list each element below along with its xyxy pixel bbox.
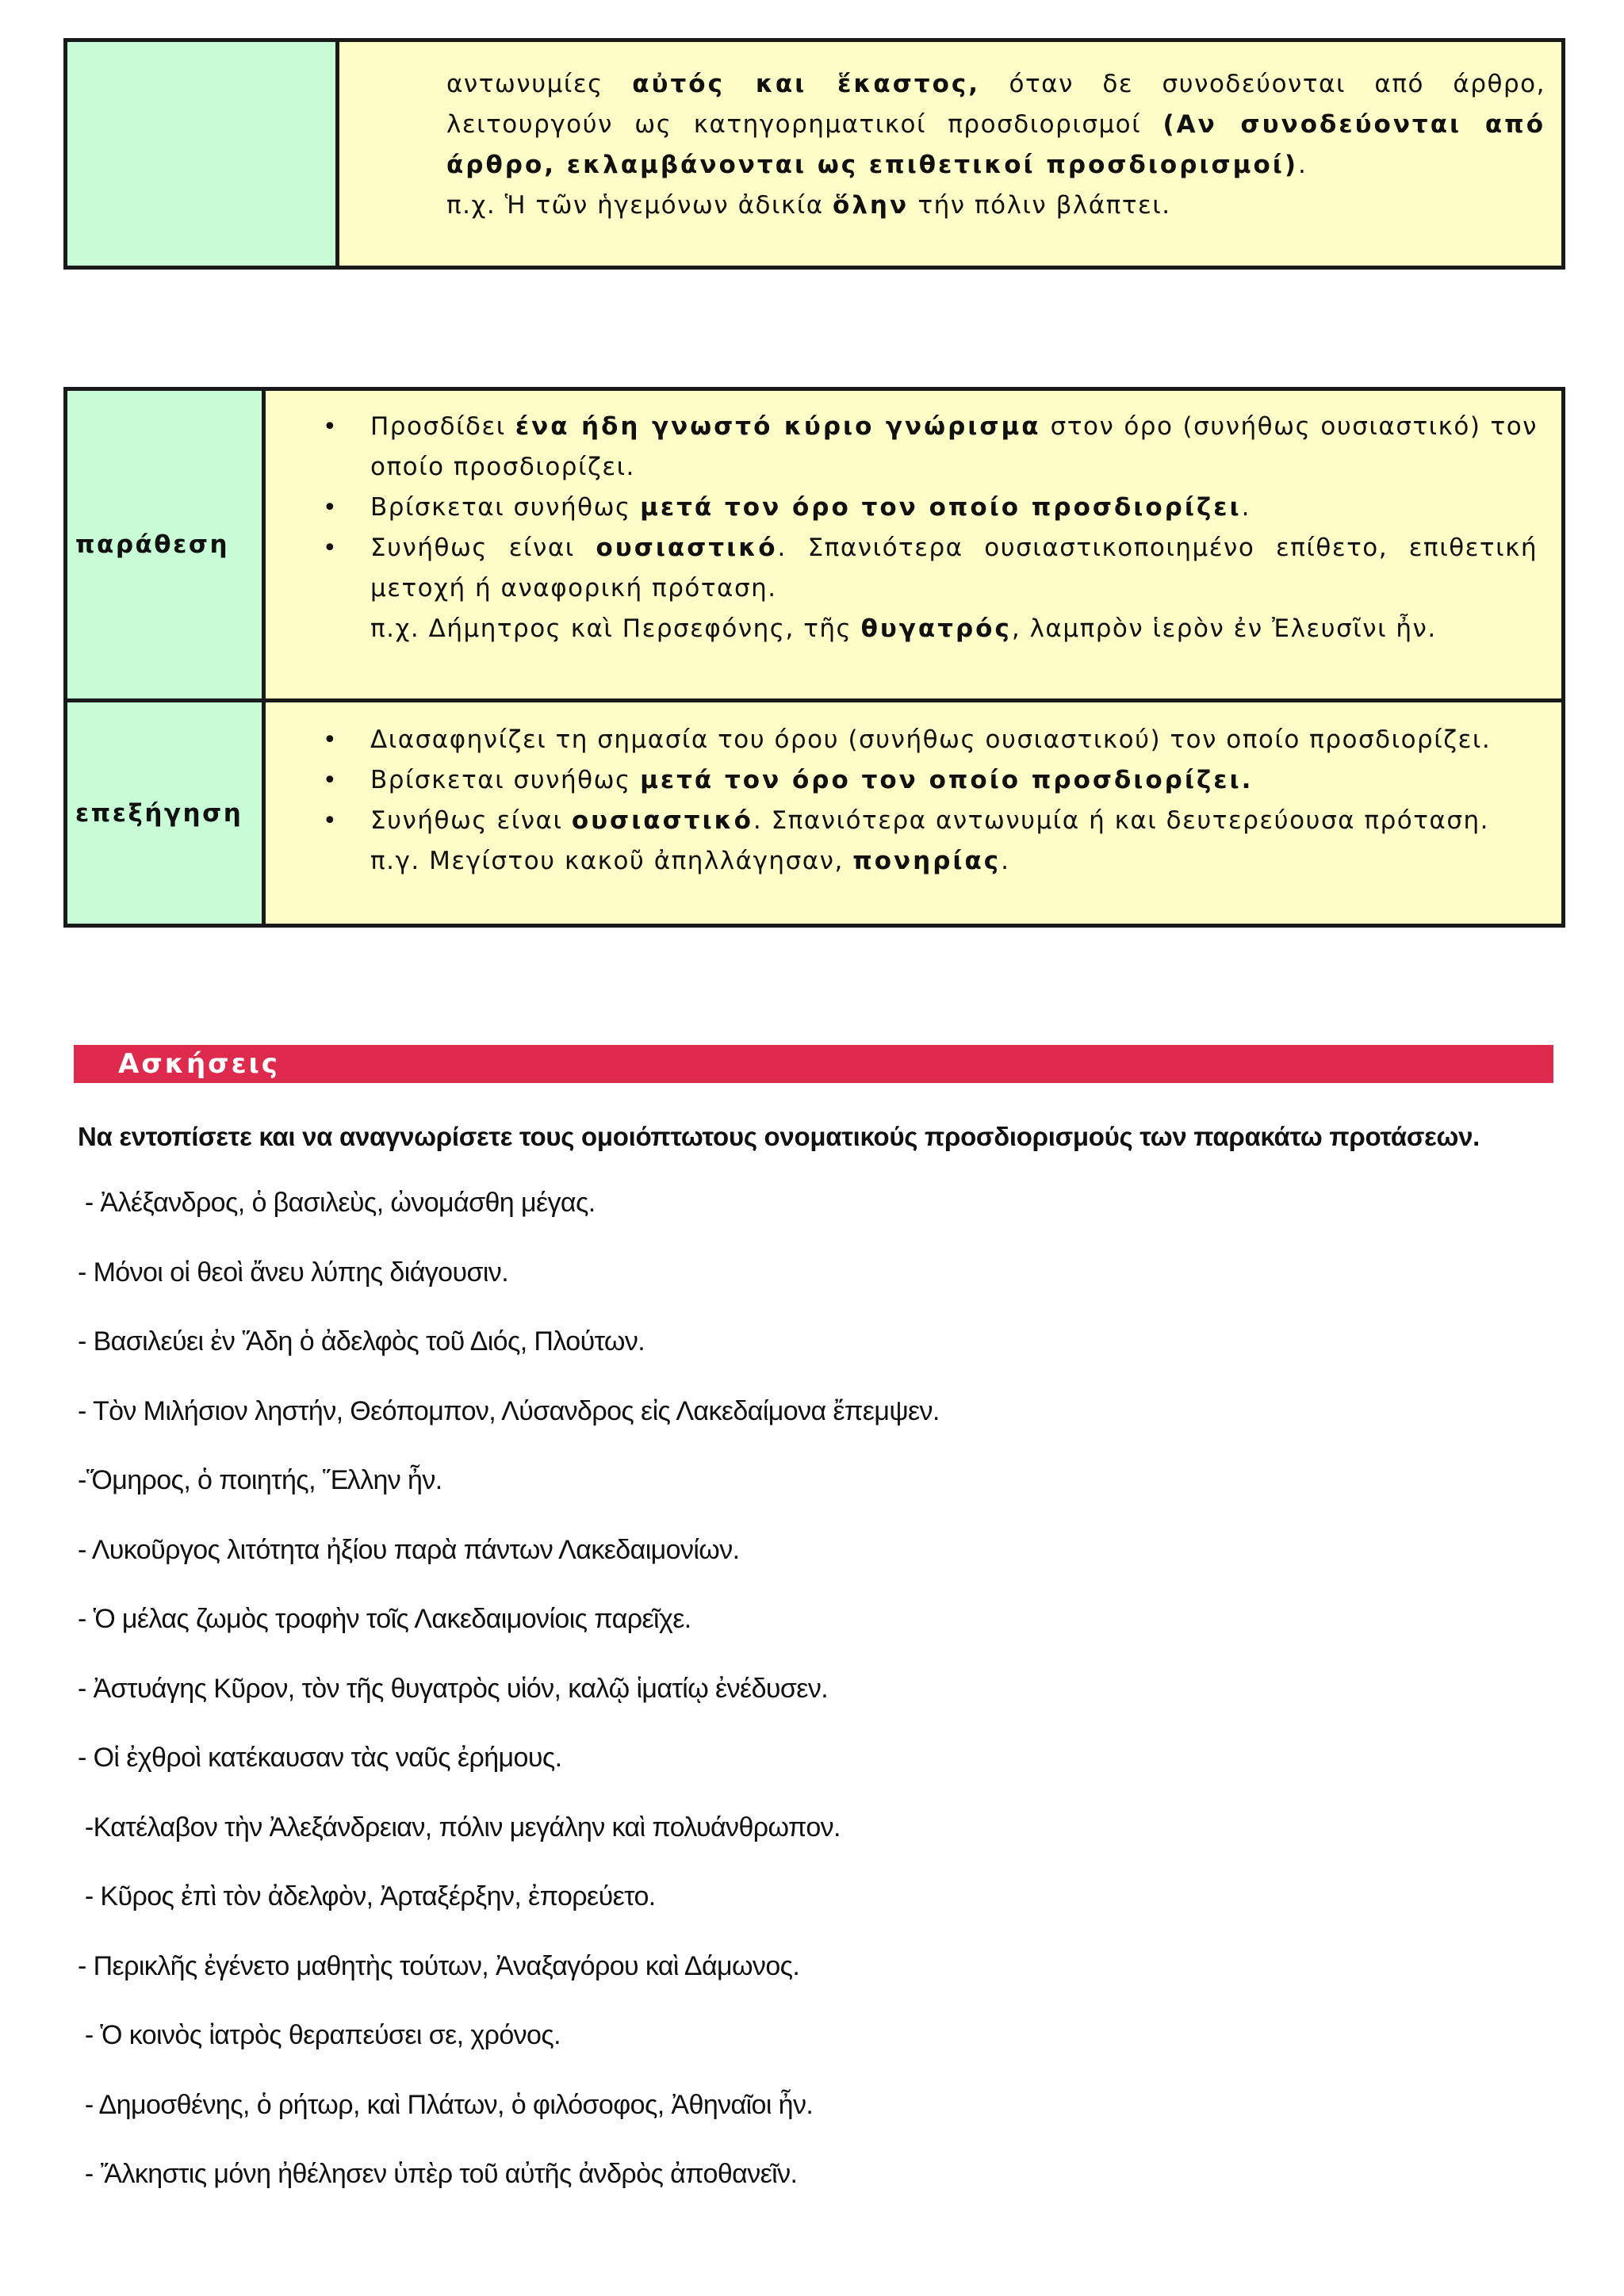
exercise-sentence: - Βασιλεύει ἐν Ἅδη ὁ ἀδελφὸς τοῦ Διός, Πλούτων. (78, 1326, 645, 1357)
explanation-label: επεξήγηση (67, 702, 266, 924)
exercise-sentence: - Τὸν Μιλήσιον ληστήν, Θεόπομπον, Λύσανδρος εἰς Λακεδαίμονα ἔπεμψεν. (78, 1395, 940, 1426)
explanation-row (67, 698, 1561, 924)
exercise-sentence: - Περικλῆς ἐγένετο μαθητὴς τούτων, Ἀναξαγόρου καὶ Δάμωνος. (78, 1950, 800, 1981)
empty-label-cell (67, 42, 339, 266)
example-line: π.χ. Ἡ τῶν ἡγεμόνων ἀδικία ὅλην τήν πόλιν βλάπτει. (446, 191, 1171, 220)
exercise-sentence: -Ὅμηρος, ὁ ποιητής, Ἕλλην ἦν. (78, 1465, 442, 1495)
pronoun-rule-paragraph: αντωνυμίες αὐτός και ἕκαστος, όταν δε συνοδεύονται από άρθρο, λειτουργούν ως κατηγορηματικοί προσδιορισμοί (Αν συνοδεύονται από άρθρο, εκλαμβάνονται ως επιθετικοί προσδιορισμοί). π.χ. Ἡ τῶν ἡγεμόνων ἀδικία ὅλην τήν πόλιν βλάπτει. (446, 64, 1545, 226)
apposition-bullet-2: • Βρίσκεται συνήθως μετά τον όρο τον οποίο προσδιορίζει. (291, 488, 1538, 528)
exercise-sentence: - Ὁ κοινὸς ἰατρὸς θεραπεύσει σε, χρόνος. (78, 2020, 561, 2050)
exercise-sentence: -Κατέλαβον τὴν Ἀλεξάνδρειαν, πόλιν μεγάλην καὶ πολυάνθρωπον. (78, 1812, 841, 1843)
exercise-sentence: - Μόνοι οἱ θεοὶ ἄνευ λύπης διάγουσιν. (78, 1257, 509, 1288)
apposition-bullet-3: • Συνήθως είναι ουσιαστικό. Σπανιότερα ουσιαστικοποιημένο επίθετο, επιθετική μετοχή ή αναφορική πρόταση. π.χ. Δήμητρος καὶ Περσεφόνης, τῆς θυγατρός, λαμπρὸν ἱερὸν ἐν Ἐλευσῖνι ἦν. (291, 528, 1538, 649)
content-cell (339, 42, 1561, 266)
exercise-sentence: - Ἄλκηστις μόνη ἠθέλησεν ὑπὲρ τοῦ αὐτῆς ἀνδρὸς ἀποθανεῖν. (78, 2159, 798, 2189)
apposition-row (67, 391, 1561, 698)
exercise-sentence: - Ἀλέξανδρος, ὁ βασιλεὺς, ὠνομάσθη μέγας. (78, 1188, 596, 1218)
explanation-content (266, 702, 1561, 924)
apposition-bullet-1: • Προσδίδει ένα ήδη γνωστό κύριο γνώρισμα στον όρο (συνήθως ουσιαστικό) τον οποίο προσδιορίζει. (291, 407, 1538, 488)
apposition-example: π.χ. Δήμητρος καὶ Περσεφόνης, τῆς θυγατρός, λαμπρὸν ἱερὸν ἐν Ἐλευσῖνι ἦν. (370, 614, 1437, 643)
apposition-label: παράθεση (67, 391, 266, 698)
exercise-sentence: - Κῦρος ἐπὶ τὸν ἀδελφὸν, Ἀρταξέρξην, ἐπορεύετο. (78, 1881, 656, 1911)
exercise-sentence: - Ἀστυάγης Κῦρον, τὸν τῆς θυγατρὸς υἱόν, καλῷ ἱματίῳ ἐνέδυσεν. (78, 1673, 829, 1704)
apposition-explanation-table (63, 387, 1565, 928)
exercise-sentence: - Δημοσθένης, ὁ ρήτωρ, καὶ Πλάτων, ὁ φιλόσοφος, Ἀθηναῖοι ἦν. (78, 2089, 814, 2120)
exercise-instruction: Να εντοπίσετε και να αναγνωρίσετε τους ομοιόπτωτους ονοματικούς προσδιορισμούς των παρακάτω προτάσεων. (78, 1122, 1480, 1151)
exercise-list (78, 1188, 940, 2229)
continuation-table (63, 38, 1565, 270)
exercises-heading: Ασκήσεις (118, 1048, 280, 1080)
explanation-bullet-1: • Διασαφηνίζει τη σημασία του όρου (συνήθως ουσιαστικού) τον οποίο προσδιορίζει. (291, 720, 1538, 760)
exercise-sentence: - Λυκοῦργος λιτότητα ἠξίου παρὰ πάντων Λακεδαιμονίων. (78, 1534, 740, 1565)
explanation-bullet-3: • Συνήθως είναι ουσιαστικό. Σπανιότερα αντωνυμία ή και δευτερεύουσα πρόταση. π.γ. Μεγίστου κακοῦ ἀπηλλάγησαν, πονηρίας. (291, 801, 1538, 882)
exercise-sentence: - Ὁ μέλας ζωμὸς τροφὴν τοῖς Λακεδαιμονίοις παρεῖχε. (78, 1604, 691, 1634)
explanation-example: π.γ. Μεγίστου κακοῦ ἀπηλλάγησαν, πονηρίας. (370, 847, 1010, 875)
exercises-heading-band (74, 1045, 1553, 1083)
explanation-bullet-2: • Βρίσκεται συνήθως μετά τον όρο τον οποίο προσδιορίζει. (291, 760, 1538, 801)
apposition-content (266, 391, 1561, 698)
exercise-sentence: - Οἱ ἐχθροὶ κατέκαυσαν τὰς ναῦς ἐρήμους. (78, 1743, 562, 1773)
